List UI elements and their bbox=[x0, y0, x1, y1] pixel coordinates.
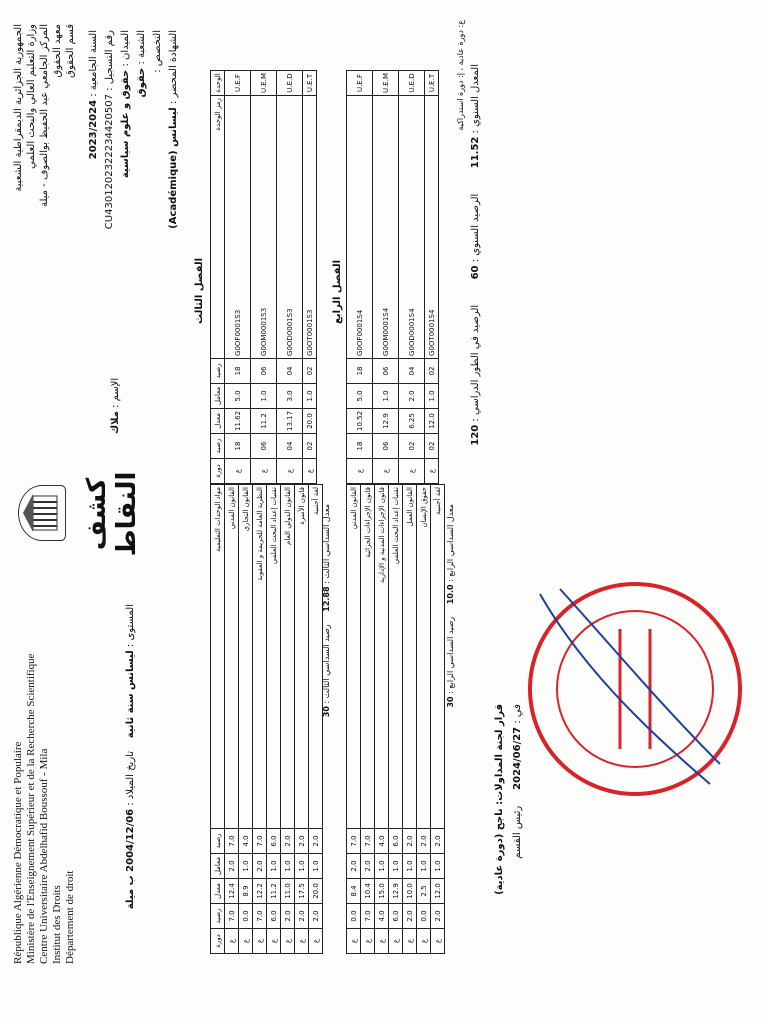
table-row bbox=[267, 485, 281, 954]
coef-cell: 2.0 bbox=[399, 383, 425, 408]
header-ar-line: الجمهورية الجزائرية الديمقراطية الشعبية bbox=[13, 24, 24, 192]
subject-name: القانون التجاري bbox=[239, 485, 253, 829]
chief-label: رئيس القسم bbox=[512, 805, 523, 859]
avg-cell: 8.4 bbox=[347, 879, 361, 904]
field-value: حقوق و علوم سياسية bbox=[120, 69, 131, 179]
session-cell: ع bbox=[361, 929, 375, 954]
unit-name: U.E.T bbox=[425, 71, 439, 96]
session-legend: ع: دورة عادية ، إ: دورة استدراكية bbox=[456, 20, 465, 131]
header-ar-line: وزارة التعليم العالي والبحث العلمي bbox=[26, 24, 37, 169]
subject-name: القانون المدني bbox=[225, 485, 239, 829]
sem3-label: الفصل الثالث bbox=[194, 257, 205, 324]
column-header: رصيد bbox=[211, 434, 225, 459]
session-cell: ع bbox=[253, 929, 267, 954]
credit-cell: 4.0 bbox=[375, 904, 389, 929]
session-cell: ع bbox=[389, 929, 403, 954]
unit-code: G0OT0001S4 bbox=[425, 96, 439, 359]
coef-cell: 1.0 bbox=[417, 854, 431, 879]
credit-cell: 7.0 bbox=[225, 829, 239, 854]
credit-cell: 04 bbox=[277, 358, 303, 383]
university-logo-icon bbox=[18, 485, 66, 541]
avg-cell: 10.52 bbox=[347, 408, 373, 433]
header-fr-line: Ministère de l'Enseignement Supérieur et de la Recherche Scientifique bbox=[25, 653, 37, 964]
name-label: الإسم : bbox=[110, 377, 121, 408]
avg-cell: 11.62 bbox=[225, 408, 251, 433]
header-fr-line: République Algérienne Démocratique et Populaire bbox=[12, 741, 24, 964]
avg-cell: 11.2 bbox=[267, 879, 281, 904]
cycle-credit-value: 120 bbox=[470, 424, 481, 446]
year-label: السنة الجامعية : bbox=[88, 30, 99, 97]
avg-cell: 13.17 bbox=[277, 408, 303, 433]
avg-cell: 10.4 bbox=[361, 879, 375, 904]
coef-cell: 1.0 bbox=[425, 383, 439, 408]
subject-name: تقنيات إعداد البحث العلمي bbox=[389, 485, 403, 829]
date-label: في : bbox=[512, 704, 523, 724]
subject-name: حقوق الإنسان bbox=[417, 485, 431, 829]
credit-cell: 02 bbox=[425, 358, 439, 383]
session-cell: ع bbox=[417, 929, 431, 954]
speciality-label: التخصص : bbox=[152, 30, 163, 73]
credit-cell: 4.0 bbox=[239, 829, 253, 854]
avg-cell: 12.9 bbox=[373, 408, 399, 433]
table-row bbox=[373, 71, 399, 484]
table-row bbox=[225, 71, 251, 484]
credit-cell: 04 bbox=[277, 434, 303, 459]
unit-name: U.E.D bbox=[277, 71, 303, 96]
unit-code: G0OF0001S4 bbox=[347, 96, 373, 359]
credit-cell: 6.0 bbox=[267, 829, 281, 854]
annual-avg-value: 11.52 bbox=[470, 136, 481, 169]
credit-cell: 7.0 bbox=[347, 829, 361, 854]
credit-cell: 02 bbox=[399, 434, 425, 459]
sem3-units-table bbox=[210, 70, 317, 484]
credit-cell: 2.0 bbox=[417, 829, 431, 854]
session-cell: ع bbox=[425, 459, 439, 484]
unit-code: G0OT0001S3 bbox=[303, 96, 317, 359]
student-level-row bbox=[125, 604, 136, 934]
table-row bbox=[281, 485, 295, 954]
table-row bbox=[303, 71, 317, 484]
credit-cell: 2.0 bbox=[309, 829, 323, 854]
sem3-subjects-table bbox=[210, 484, 323, 954]
coef-cell: 1.0 bbox=[281, 854, 295, 879]
annual-summary bbox=[470, 64, 481, 924]
subject-name: قانون الإجراءات الجزائية bbox=[361, 485, 375, 829]
level-value: ليسانس سنة ثانية bbox=[125, 650, 136, 739]
avg-cell: 20.0 bbox=[309, 879, 323, 904]
header-ar-line: معهد الحقوق bbox=[52, 24, 63, 78]
credit-cell: 18 bbox=[225, 434, 251, 459]
sem4-summary bbox=[446, 504, 455, 924]
coef-cell: 3.0 bbox=[277, 383, 303, 408]
credit-cell: 2.0 bbox=[403, 904, 417, 929]
table-row bbox=[347, 485, 361, 954]
avg-cell: 12.9 bbox=[389, 879, 403, 904]
sem3-summary bbox=[322, 504, 331, 924]
header-fr bbox=[12, 654, 77, 964]
sem4-credit-label: رصيد السداسي الرابع : bbox=[446, 616, 455, 694]
credit-cell: 02 bbox=[303, 434, 317, 459]
session-cell: ع bbox=[295, 929, 309, 954]
coef-cell: 1.0 bbox=[267, 854, 281, 879]
credit-cell: 2.0 bbox=[309, 904, 323, 929]
unit-code: G0OM0001S3 bbox=[251, 96, 277, 359]
credit-cell: 06 bbox=[373, 358, 399, 383]
avg-cell: 12.4 bbox=[225, 879, 239, 904]
credit-cell: 2.0 bbox=[295, 829, 309, 854]
coef-cell: 1.0 bbox=[431, 854, 445, 879]
avg-cell: 8.9 bbox=[239, 879, 253, 904]
cycle-credit-label: الرصيد في الطور الدراسي : bbox=[470, 304, 481, 422]
credit-cell: 18 bbox=[347, 434, 373, 459]
unit-code: G0OF0001S3 bbox=[225, 96, 251, 359]
credit-cell: 02 bbox=[425, 434, 439, 459]
coef-cell: 5.0 bbox=[225, 383, 251, 408]
avg-cell: 17.5 bbox=[295, 879, 309, 904]
reg-label: رقم التسجيل : bbox=[104, 30, 115, 91]
student-info-right bbox=[86, 30, 182, 310]
credit-cell: 7.0 bbox=[253, 904, 267, 929]
reg-value: CU430120232223442050​7 bbox=[104, 94, 115, 230]
unit-name: U.E.T bbox=[303, 71, 317, 96]
table-row bbox=[253, 485, 267, 954]
year-value: 2023/2024 bbox=[88, 99, 99, 160]
column-header: معامل bbox=[211, 383, 225, 408]
session-cell: ع bbox=[225, 459, 251, 484]
official-stamp-icon bbox=[520, 574, 750, 804]
subject-name: قانون الإجراءات المدنية و الإدارية bbox=[375, 485, 389, 829]
sem4-credit-value: 30 bbox=[446, 696, 455, 708]
session-cell: ع bbox=[239, 929, 253, 954]
credit-cell: 2.0 bbox=[295, 904, 309, 929]
session-cell: ع bbox=[403, 929, 417, 954]
credit-cell: 18 bbox=[225, 358, 251, 383]
column-header: معدل bbox=[211, 879, 225, 904]
table-row bbox=[399, 71, 425, 484]
column-header: رصيد bbox=[211, 829, 225, 854]
name-value: ملاك bbox=[110, 411, 121, 434]
coef-cell: 2.0 bbox=[347, 854, 361, 879]
coef-cell: 2.0 bbox=[225, 854, 239, 879]
coef-cell: 2.0 bbox=[253, 854, 267, 879]
session-cell: ع bbox=[431, 929, 445, 954]
table-row bbox=[361, 485, 375, 954]
avg-cell: 11.0 bbox=[281, 879, 295, 904]
credit-cell: 2.0 bbox=[281, 904, 295, 929]
credit-cell: 6.0 bbox=[267, 904, 281, 929]
sem3-credit-label: رصيد السداسي الثالث : bbox=[322, 624, 331, 704]
birth-label: تاريخ الميلاد : bbox=[125, 751, 136, 806]
subject-name: لغة أجنبية bbox=[431, 485, 445, 829]
avg-cell: 20.0 bbox=[303, 408, 317, 433]
sem4-units-table bbox=[346, 70, 439, 484]
session-cell: ع bbox=[347, 459, 373, 484]
coef-cell: 1.0 bbox=[303, 383, 317, 408]
coef-cell: 1.0 bbox=[375, 854, 389, 879]
credit-cell: 7.0 bbox=[253, 829, 267, 854]
credit-cell: 2.0 bbox=[281, 829, 295, 854]
credit-cell: 2.0 bbox=[431, 904, 445, 929]
avg-cell: 12.0 bbox=[425, 408, 439, 433]
branch-value: حقوق bbox=[136, 67, 147, 98]
annual-credit-value: 60 bbox=[470, 265, 481, 280]
subject-name: قانون الأسرة bbox=[295, 485, 309, 829]
session-cell: ع bbox=[347, 929, 361, 954]
column-header: معامل bbox=[211, 854, 225, 879]
avg-cell: 12.2 bbox=[253, 879, 267, 904]
table-row bbox=[295, 485, 309, 954]
unit-code: G0OD0001S3 bbox=[277, 96, 303, 359]
coef-cell: 1.0 bbox=[309, 854, 323, 879]
header-ar-line: المركز الجامعي عبد الحفيظ بوالصوف - ميلة bbox=[39, 24, 50, 208]
coef-cell: 1.0 bbox=[295, 854, 309, 879]
table-row bbox=[225, 485, 239, 954]
subject-name: القانون العمل bbox=[403, 485, 417, 829]
student-name-row bbox=[110, 378, 121, 434]
session-cell: ع bbox=[375, 929, 389, 954]
column-header: رصيد bbox=[211, 904, 225, 929]
session-cell: ع bbox=[251, 459, 277, 484]
subject-name: لغة أجنبية bbox=[309, 485, 323, 829]
column-header: معدل bbox=[211, 408, 225, 433]
column-header: دورة bbox=[211, 929, 225, 954]
credit-cell: 0.0 bbox=[417, 904, 431, 929]
table-row bbox=[389, 485, 403, 954]
avg-cell: 10.0 bbox=[403, 879, 417, 904]
coef-cell: 1.0 bbox=[403, 854, 417, 879]
field-label: الميدان : bbox=[120, 30, 131, 67]
table-row bbox=[375, 485, 389, 954]
session-cell: ع bbox=[267, 929, 281, 954]
table-row bbox=[239, 485, 253, 954]
table-row bbox=[347, 71, 373, 484]
coef-cell: 5.0 bbox=[347, 383, 373, 408]
avg-cell: 11.2 bbox=[251, 408, 277, 433]
credit-cell: 02 bbox=[303, 358, 317, 383]
date-value: 2024/06/27 bbox=[512, 726, 523, 790]
subject-name: تقنيات إعداد البحث العلمي bbox=[267, 485, 281, 829]
session-cell: ع bbox=[309, 929, 323, 954]
sem4-subjects-table bbox=[346, 484, 445, 954]
avg-cell: 6.25 bbox=[399, 408, 425, 433]
sem4-avg-value: 10.0 bbox=[446, 584, 455, 605]
credit-cell: 06 bbox=[251, 434, 277, 459]
unit-name: U.E.F bbox=[347, 71, 373, 96]
unit-code: G0OD0001S4 bbox=[399, 96, 425, 359]
column-header: رمز الوحدة bbox=[211, 96, 225, 359]
session-cell: ع bbox=[281, 929, 295, 954]
table-row bbox=[403, 485, 417, 954]
session-cell: ع bbox=[225, 929, 239, 954]
session-cell: ع bbox=[303, 459, 317, 484]
column-header: الوحدة bbox=[211, 71, 225, 96]
credit-cell: 6.0 bbox=[389, 904, 403, 929]
credit-cell: 4.0 bbox=[375, 829, 389, 854]
coef-cell: 1.0 bbox=[373, 383, 399, 408]
unit-name: U.E.F bbox=[225, 71, 251, 96]
table-row bbox=[431, 485, 445, 954]
credit-cell: 04 bbox=[399, 358, 425, 383]
sem3-avg-label: معدل السداسي الثالث : bbox=[322, 504, 331, 584]
branch-label: الشعبة : bbox=[136, 30, 147, 65]
credit-cell: 18 bbox=[347, 358, 373, 383]
header-ar-line: قسم الحقوق bbox=[65, 24, 76, 78]
decision-text: قرار لجنة المداولات: ناجح (دورة عادية) bbox=[494, 704, 505, 895]
table-row bbox=[277, 71, 303, 484]
table-header-row bbox=[211, 485, 225, 954]
page-title: كشف النقاط bbox=[82, 471, 142, 557]
session-cell: ع bbox=[277, 459, 303, 484]
credit-cell: 7.0 bbox=[361, 904, 375, 929]
coef-cell: 1.0 bbox=[239, 854, 253, 879]
credit-cell: 0.0 bbox=[239, 904, 253, 929]
column-header: دورة bbox=[211, 459, 225, 484]
header-ar bbox=[12, 24, 77, 207]
session-cell: ع bbox=[399, 459, 425, 484]
avg-cell: 2.5 bbox=[417, 879, 431, 904]
coef-cell: 1.0 bbox=[389, 854, 403, 879]
credit-cell: 06 bbox=[251, 358, 277, 383]
coef-cell: 2.0 bbox=[361, 854, 375, 879]
avg-cell: 15.0 bbox=[375, 879, 389, 904]
credit-cell: 06 bbox=[373, 434, 399, 459]
credit-cell: 6.0 bbox=[389, 829, 403, 854]
credit-cell: 2.0 bbox=[403, 829, 417, 854]
birth-value: 2004/12/06 ب ميلة bbox=[125, 808, 136, 910]
subject-name: القانون المدني bbox=[347, 485, 361, 829]
unit-code: G0OM0001S4 bbox=[373, 96, 399, 359]
column-header: رصيد bbox=[211, 358, 225, 383]
session-cell: ع bbox=[373, 459, 399, 484]
credit-cell: 7.0 bbox=[361, 829, 375, 854]
subject-name: القانون الدولي العام bbox=[281, 485, 295, 829]
column-header: مواد الوحدات التعليمية bbox=[211, 485, 225, 829]
credit-cell: 2.0 bbox=[431, 829, 445, 854]
table-row bbox=[309, 485, 323, 954]
header-fr-line: Centre Universitaire Abdelhafid Boussouf - Mila bbox=[38, 748, 50, 964]
table-row bbox=[425, 71, 439, 484]
annual-avg-label: المعدل السنوي : bbox=[470, 64, 481, 134]
header-fr-line: Département de droit bbox=[64, 870, 76, 964]
unit-name: U.E.M bbox=[251, 71, 277, 96]
sem4-label: الفصل الرابع bbox=[332, 259, 343, 324]
table-row bbox=[251, 71, 277, 484]
credit-cell: 7.0 bbox=[225, 904, 239, 929]
annual-credit-label: الرصيد السنوي : bbox=[470, 193, 481, 263]
sem4-avg-label: معدل السداسي الرابع : bbox=[446, 504, 455, 582]
sem3-avg-value: 12.88 bbox=[322, 586, 331, 612]
coef-cell: 1.0 bbox=[251, 383, 277, 408]
level-label: المستوى : bbox=[125, 604, 136, 648]
unit-name: U.E.D bbox=[399, 71, 425, 96]
credit-cell: 0.0 bbox=[347, 904, 361, 929]
table-row bbox=[417, 485, 431, 954]
avg-cell: 12.0 bbox=[431, 879, 445, 904]
unit-name: U.E.M bbox=[373, 71, 399, 96]
table-header-row bbox=[211, 71, 225, 484]
diploma-label: الشهادة المحضر : bbox=[168, 30, 179, 105]
header-fr-line: Institut des Droits bbox=[51, 885, 63, 964]
subject-name: النظرية العامة للجريمة و العقوبة bbox=[253, 485, 267, 829]
diploma-value: ليسانس (Académique) bbox=[168, 107, 179, 229]
sem3-credit-value: 30 bbox=[322, 706, 331, 718]
